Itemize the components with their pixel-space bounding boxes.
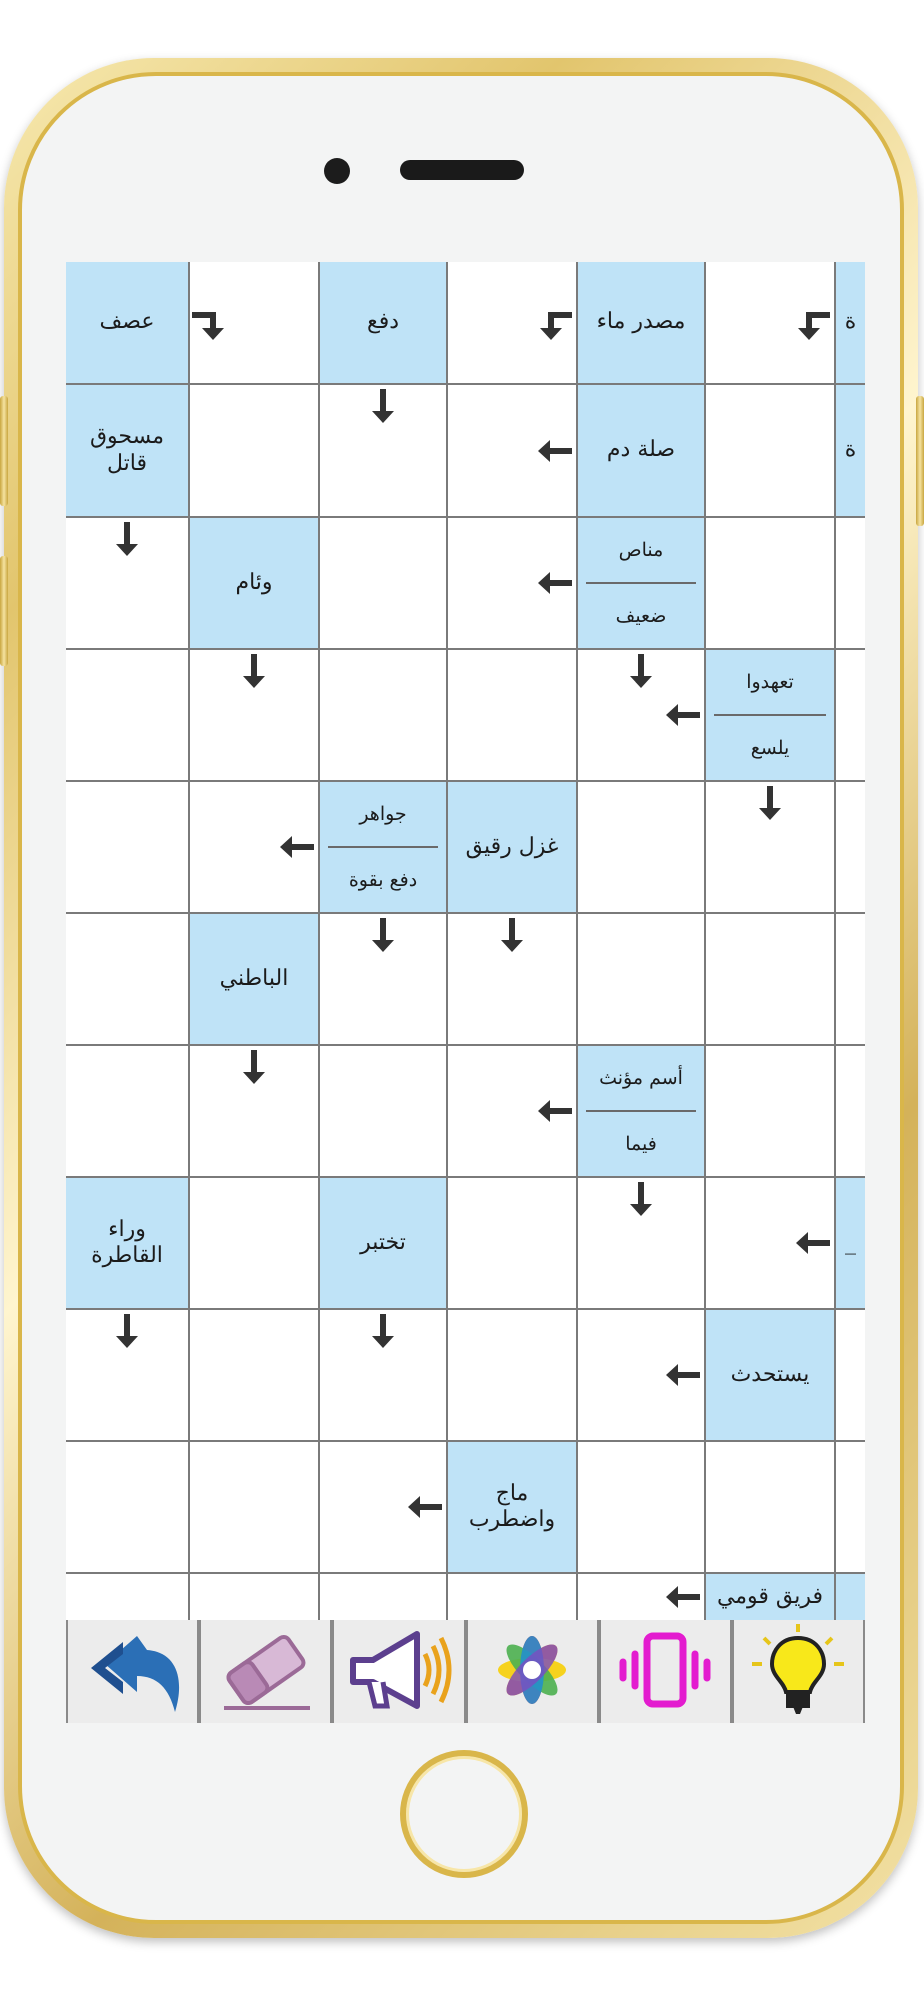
answer-cell[interactable] [190,1574,318,1620]
answer-cell[interactable] [706,1442,834,1572]
answer-cell[interactable] [66,914,188,1044]
direction-arrow-icon [234,1048,274,1088]
answer-cell[interactable] [836,1442,865,1572]
direction-arrow-icon [107,1312,147,1352]
clue-cell [190,518,318,648]
clue-cell [448,782,576,912]
answer-cell[interactable] [66,1046,188,1176]
clue-text: غزل رقيق [465,833,559,859]
clue-cell [320,782,446,912]
direction-arrow-icon [750,784,790,824]
direction-arrow-icon [404,1487,444,1527]
power-button [916,396,924,526]
clue-text: يستحدث [730,1361,810,1387]
clue-text-bottom: يلسع [750,736,790,759]
answer-cell[interactable] [836,1310,865,1440]
direction-arrow-icon [662,1577,702,1617]
volume-down-button [0,556,8,666]
clue-text: وراء القاطرة [91,1216,163,1268]
direction-arrow-icon [363,387,403,427]
clue-cell [66,262,188,383]
clue-text: صلة دم [606,437,676,463]
answer-cell[interactable] [448,1574,576,1620]
clue-text-bottom: فيما [625,1132,657,1155]
direction-arrow-icon [662,1355,702,1395]
answer-cell[interactable] [836,914,865,1044]
answer-cell[interactable] [706,914,834,1044]
clue-cell [836,1574,865,1620]
answer-cell[interactable] [448,1178,576,1308]
direction-arrow-icon [662,695,702,735]
clue-cell [706,650,834,780]
theme-button[interactable] [468,1620,597,1723]
answer-cell[interactable] [190,385,318,516]
clue-text: مسحوق قاتل [89,424,165,476]
answer-cell[interactable] [836,782,865,912]
crossword-grid [66,262,865,1620]
clue-text: ة [844,437,857,463]
clue-cell [578,518,704,648]
answer-cell[interactable] [836,1046,865,1176]
clue-cell [706,1574,834,1620]
clue-cell [836,385,865,516]
direction-arrow-icon [534,302,574,342]
clue-cell [836,1178,865,1308]
answer-cell[interactable] [190,1442,318,1572]
direction-arrow-icon [190,302,230,342]
answer-cell[interactable] [320,1574,446,1620]
clue-cell [836,262,865,383]
answer-cell[interactable] [320,518,446,648]
clue-cell [66,1178,188,1308]
answer-cell[interactable] [706,385,834,516]
answer-cell[interactable] [190,1310,318,1440]
direction-arrow-icon [234,652,274,692]
direction-arrow-icon [792,302,832,342]
lightbulb-icon [742,1620,854,1724]
answer-cell[interactable] [836,518,865,648]
clue-cell [320,1178,446,1308]
clue-cell [578,385,704,516]
clue-cell [706,1310,834,1440]
eraser-icon [210,1620,322,1724]
clue-cell [578,262,704,383]
clue-text: عصف [99,309,155,335]
clue-cell [448,1442,576,1572]
answer-cell[interactable] [320,650,446,780]
answer-cell[interactable] [836,650,865,780]
clue-text: فريق قومي [716,1583,824,1609]
direction-arrow-icon [792,1223,832,1263]
direction-arrow-icon [492,916,532,956]
direction-arrow-icon [534,431,574,471]
clue-text: مصدر ماء [596,309,686,335]
clue-text: وئام [235,569,273,595]
clue-text-top: تعهدوا [746,670,794,693]
answer-cell[interactable] [578,1442,704,1572]
volume-up-button [0,396,8,506]
megaphone-icon [343,1620,455,1724]
answer-cell[interactable] [706,1046,834,1176]
direction-arrow-icon [276,827,316,867]
answer-cell[interactable] [578,914,704,1044]
answer-cell[interactable] [706,518,834,648]
direction-arrow-icon [621,1180,661,1220]
vibrate-button[interactable] [601,1620,730,1723]
earpiece-speaker [400,160,524,180]
undo-button[interactable] [68,1620,197,1723]
answer-cell[interactable] [320,1046,446,1176]
front-camera [324,158,350,184]
clue-cell [66,385,188,516]
direction-arrow-icon [363,1312,403,1352]
direction-arrow-icon [107,520,147,560]
sound-button[interactable] [334,1620,463,1723]
clue-text: _ [845,1229,856,1255]
answer-cell[interactable] [448,650,576,780]
direction-arrow-icon [363,916,403,956]
direction-arrow-icon [534,1091,574,1131]
clue-text-bottom: ضعيف [615,604,667,627]
clue-text: دفع [366,309,400,335]
direction-arrow-icon [534,563,574,603]
clue-text: الباطني [219,965,289,991]
answer-cell[interactable] [66,782,188,912]
answer-cell[interactable] [190,1178,318,1308]
answer-cell[interactable] [66,1442,188,1572]
clue-cell [190,914,318,1044]
undo-arrow-icon [77,1620,189,1724]
clue-text: تختبر [360,1229,406,1255]
clue-cell [320,262,446,383]
game-screen [66,262,865,1723]
clue-text-top: مناص [618,538,664,561]
home-button[interactable] [400,1750,528,1878]
clue-text: ماج واضطرب [468,1480,556,1532]
hint-button[interactable] [734,1620,863,1723]
answer-cell[interactable] [66,650,188,780]
direction-arrow-icon [621,652,661,692]
clue-text-bottom: دفع بقوة [348,868,418,891]
answer-cell[interactable] [578,782,704,912]
answer-cell[interactable] [66,1574,188,1620]
vibration-icon [609,1620,721,1724]
clue-text-top: أسم مؤنث [599,1066,683,1089]
answer-cell[interactable] [448,1310,576,1440]
clue-text-top: جواهر [359,802,407,825]
color-flower-icon [476,1620,588,1724]
clue-cell [578,1046,704,1176]
clue-text: ة [844,309,857,335]
bottom-toolbar [66,1620,865,1723]
eraser-button[interactable] [201,1620,330,1723]
